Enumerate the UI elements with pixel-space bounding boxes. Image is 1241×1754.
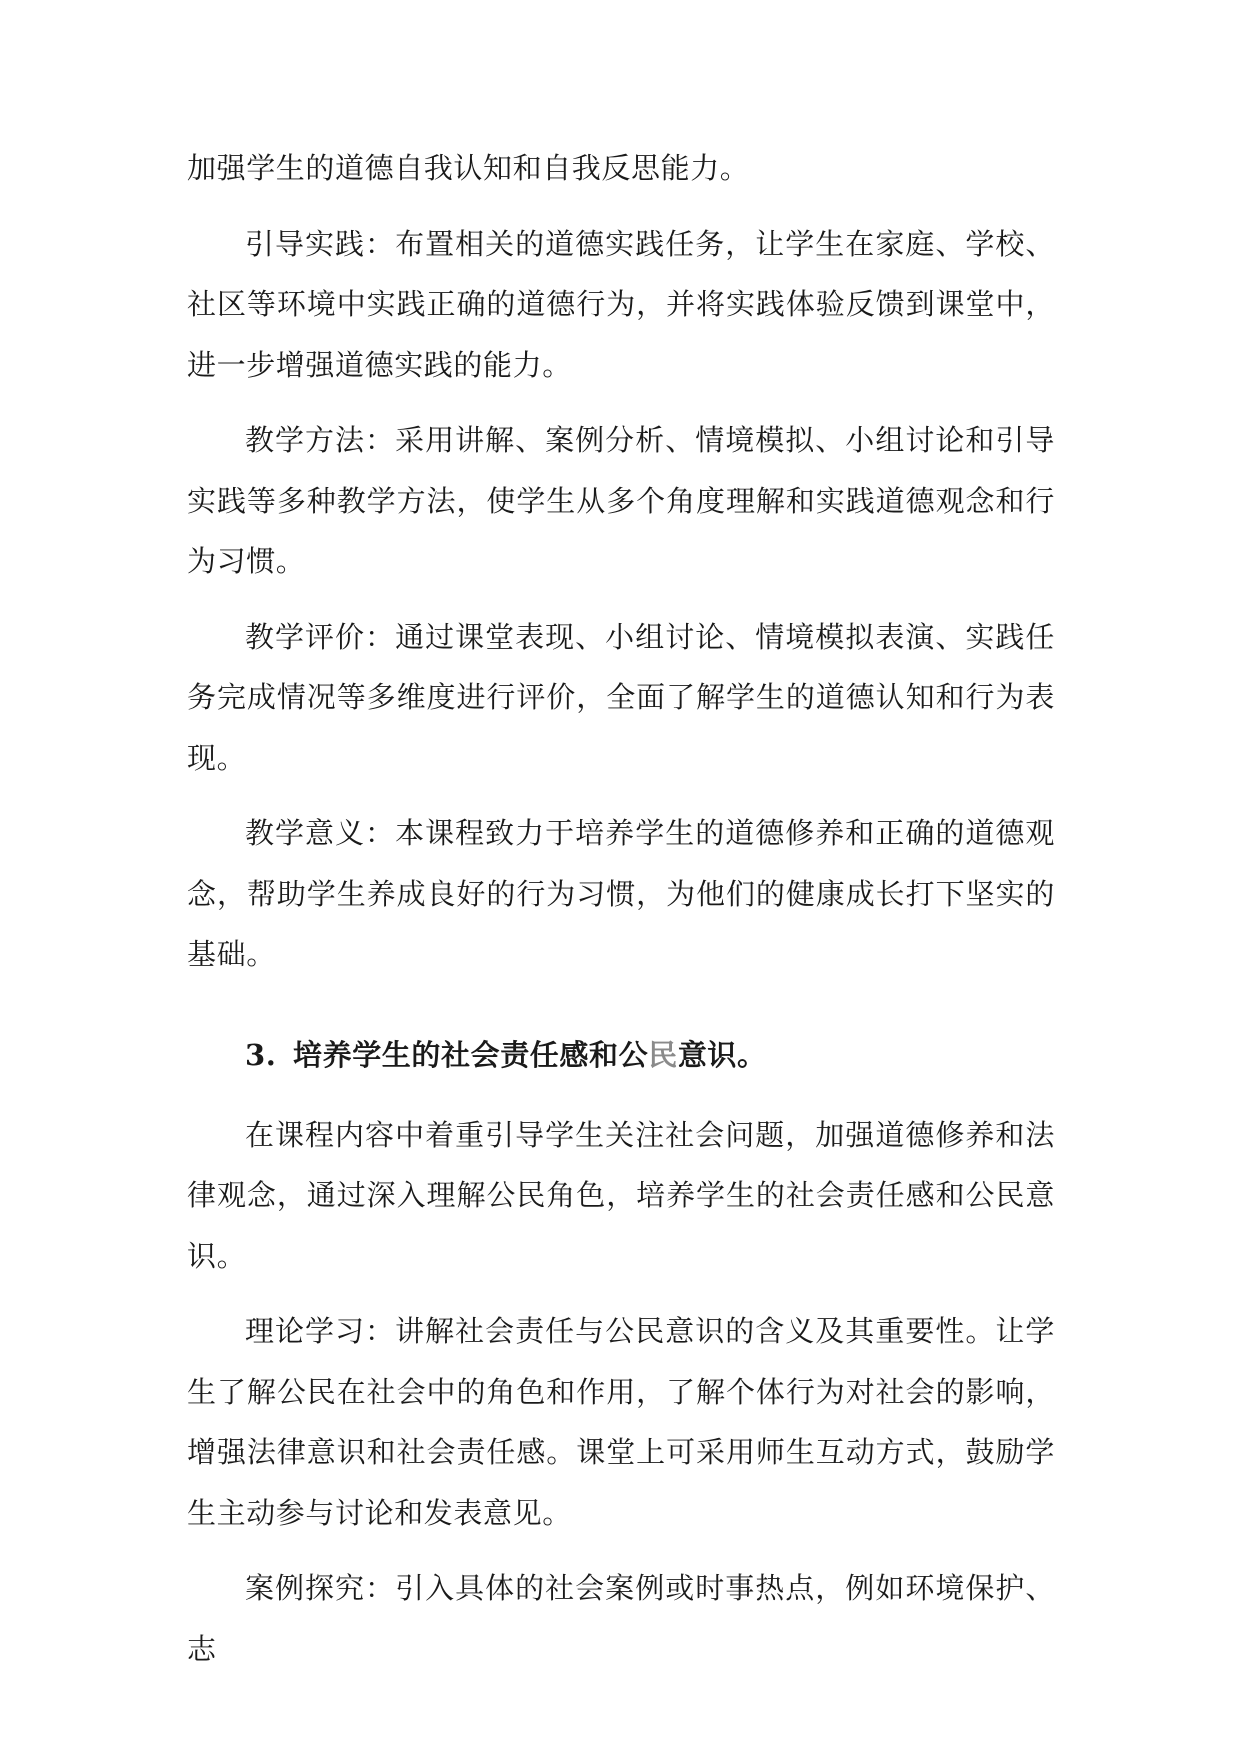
paragraph: 加强学生的道德自我认知和自我反思能力。 [187, 151, 750, 185]
paragraph: 理论学习：讲解社会责任与公民意识的含义及其重要性。让学生了解公民在社会中的角色和作用，了解个体行为对社会的影响，增强法律意识和社会责任感。课堂上可采用师生互动方式，鼓励学生主动参与讨论和发表意见。 [187, 1314, 1055, 1530]
paragraph: 教学意义：本课程致力于培养学生的道德修养和正确的道德观念，帮助学生养成良好的行为习惯，为他们的健康成长打下坚实的基础。 [187, 816, 1055, 971]
paragraph: 在课程内容中着重引导学生关注社会问题，加强道德修养和法律观念，通过深入理解公民角色，培养学生的社会责任感和公民意识。 [187, 1117, 1055, 1273]
paragraph: 引导实践：布置相关的道德实践任务，让学生在家庭、学校、社区等环境中实践正确的道德行为，并将实践体验反馈到课堂中，进一步增强道德实践的能力。 [187, 226, 1055, 382]
paragraph: 教学评价：通过课堂表现、小组讨论、情境模拟表演、实践任务完成情况等多维度进行评价，全面了解学生的道德认知和行为表现。 [187, 619, 1055, 775]
section-title-part: 意识。 [677, 1037, 767, 1072]
section-heading [187, 1025, 1055, 1085]
document-body [187, 138, 1055, 1679]
paragraph: 案例探究：引入具体的社会案例或时事热点，例如环境保护、志 [187, 1571, 1055, 1666]
section-title-gray-char: 民 [648, 1037, 678, 1072]
section-number: 3. [245, 1037, 277, 1072]
section-title-part: 培养学生的社会责任感和公 [293, 1037, 649, 1072]
paragraph: 教学方法：采用讲解、案例分析、情境模拟、小组讨论和引导实践等多种教学方法，使学生从多个角度理解和实践道德观念和行为习惯。 [187, 423, 1055, 578]
